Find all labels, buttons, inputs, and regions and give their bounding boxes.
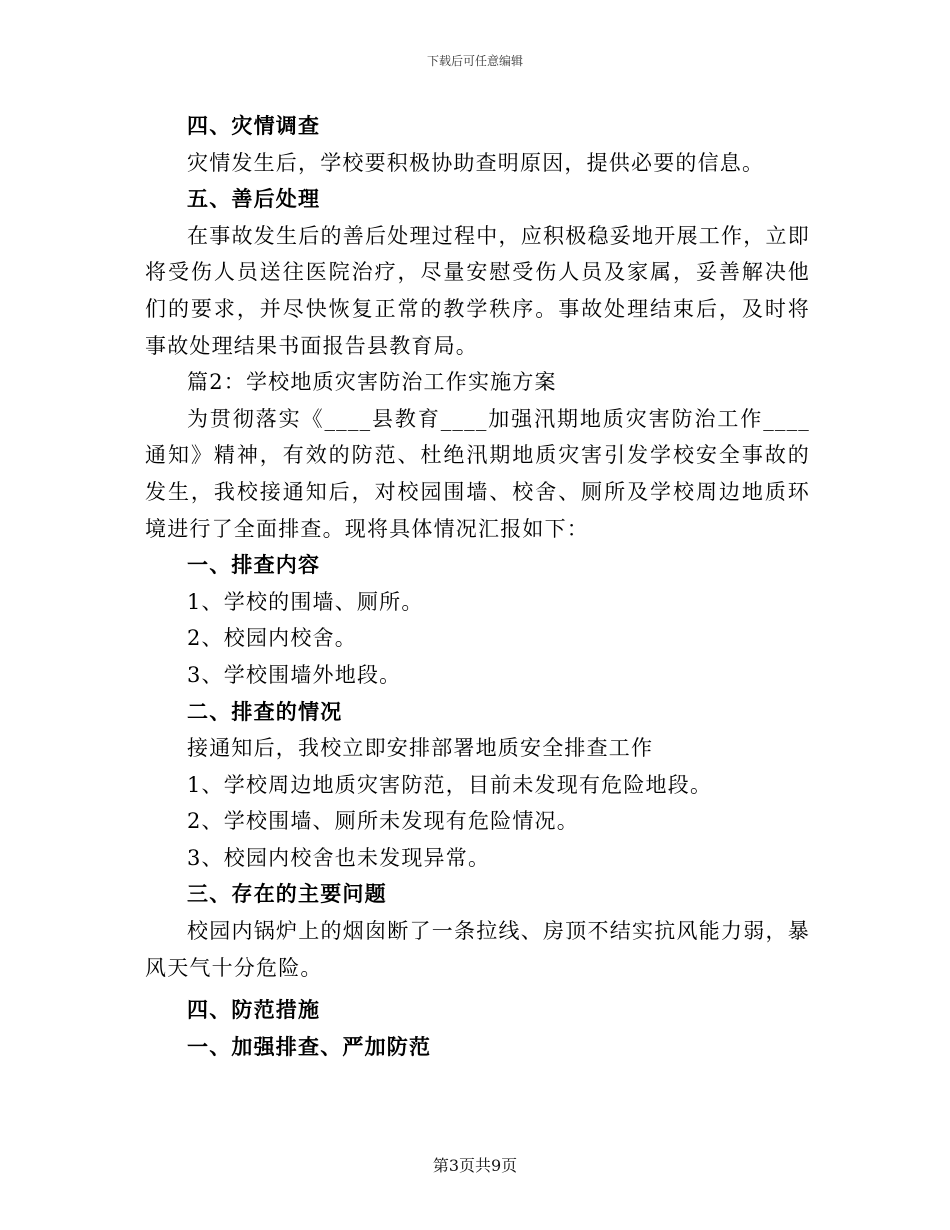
section-heading-disaster-survey: 四、灾情调查: [187, 114, 321, 138]
paragraph-main-problems: 校园内锅炉上的烟囱断了一条拉线、房顶不结实抗风能力弱，暴风天气十分危险。: [145, 919, 810, 980]
list-item: 1、学校的围墙、厕所。: [187, 589, 424, 614]
section-heading-inspection-status: 二、排查的情况: [187, 699, 343, 724]
paragraph-disaster-survey: 灾情发生后，学校要积极协助查明原因，提供必要的信息。: [187, 150, 765, 175]
section-heading-main-problems: 三、存在的主要问题: [187, 882, 387, 907]
list-item: 2、学校围墙、厕所未发现有危险情况。: [187, 809, 579, 834]
article-title: 篇2：学校地质灾害防治工作实施方案: [187, 370, 557, 395]
paragraph-aftermath: 在事故发生后的善后处理过程中，应积极稳妥地开展工作，立即将受伤人员送往医院治疗，尽量安慰受伤人员及家属，妥善解决他们的要求，并尽快恢复正常的教学秩序。事故处理结束后，及时将事故处理结果书面报告县教育局。: [145, 223, 810, 358]
page-footer: 第3页共9页: [432, 1156, 518, 1175]
section-heading-aftermath: 五、善后处理: [187, 187, 321, 212]
list-item: 1、学校周边地质灾害防范，目前未发现有危险地段。: [187, 772, 713, 797]
paragraph-intro: 为贯彻落实《____县教育____加强汛期地质灾害防治工作____通知》精神，有效的防范、杜绝汛期地质灾害引发学校安全事故的发生，我校接通知后，对校园围墙、校舍、厕所及学校周边地质环境进行了全面排查。现将具体情况汇报如下：: [145, 406, 810, 541]
section-heading-inspection-content: 一、排查内容: [187, 553, 321, 578]
list-item: 2、校园内校舍。: [187, 626, 357, 651]
subsection-heading-strengthen-inspection: 一、加强排查、严加防范: [187, 1034, 432, 1059]
page-header: 下载后可任意编辑: [426, 54, 523, 68]
document-body: [145, 108, 810, 1065]
section-heading-prevention: 四、防范措施: [187, 998, 321, 1023]
list-item: 3、学校围墙外地段。: [187, 662, 402, 687]
list-item: 3、校园内校舍也未发现异常。: [187, 845, 491, 870]
paragraph-inspection-status: 接通知后，我校立即安排部署地质安全排查工作: [187, 736, 654, 761]
